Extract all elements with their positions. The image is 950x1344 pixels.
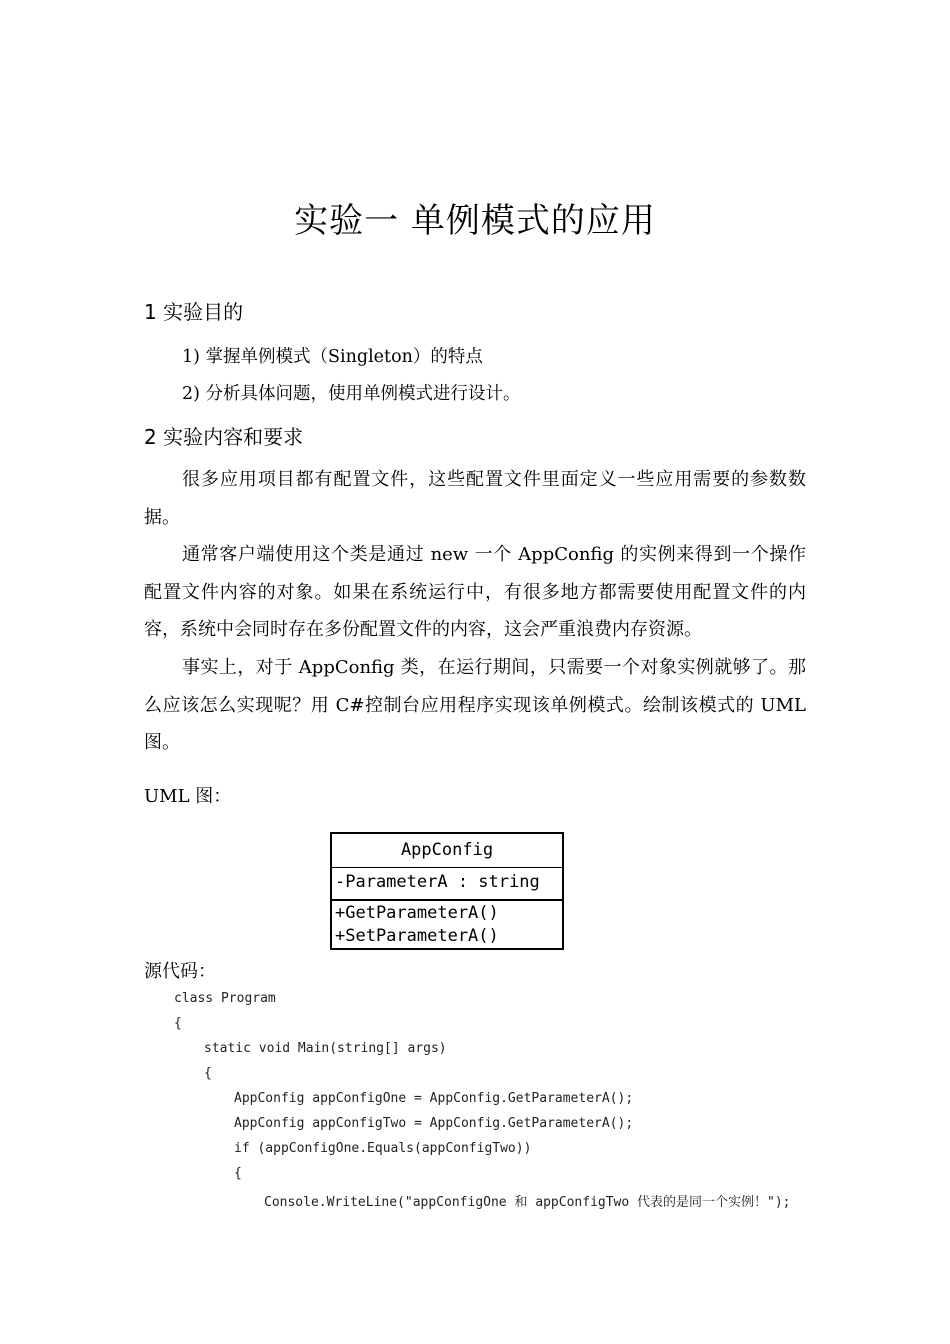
code-line: {: [174, 1016, 182, 1031]
uml-class-name: AppConfig: [332, 834, 562, 868]
uml-class-diagram: [330, 832, 564, 950]
code-line: class Program: [174, 991, 276, 1006]
uml-attributes: [332, 868, 562, 901]
code-line: if (appConfigOne.Equals(appConfigTwo)): [234, 1141, 532, 1156]
uml-attribute: -ParameterA : string: [335, 872, 540, 892]
code-line: {: [204, 1066, 212, 1081]
page-title: 实验一 单例模式的应用: [294, 201, 656, 241]
objective-item-2: 2) 分析具体问题，使用单例模式进行设计。: [182, 384, 521, 404]
paragraph-1: 很多应用项目都有配置文件，这些配置文件里面定义一些应用需要的参数数据。: [144, 469, 806, 528]
code-line: static void Main(string[] args): [204, 1041, 447, 1056]
code-line: AppConfig appConfigOne = AppConfig.GetParameterA();: [234, 1091, 634, 1106]
section2-heading: 2 实验内容和要求: [144, 425, 304, 449]
paragraph-3: 事实上，对于 AppConfig 类，在运行期间，只需要一个对象实例就够了。那么应该怎么实现呢？用 C#控制台应用程序实现该单例模式。绘制该模式的 UML 图。: [144, 657, 806, 753]
uml-operation: +GetParameterA(): [335, 903, 499, 923]
code-line: Console.WriteLine("appConfigOne 和 appConfigTwo 代表的是同一个实例！");: [264, 1195, 791, 1210]
code-label: 源代码：: [144, 961, 216, 982]
paragraph-2: 通常客户端使用这个类是通过 new 一个 AppConfig 的实例来得到一个操作配置文件内容的对象。如果在系统运行中，有很多地方都需要使用配置文件的内容，系统中会同时存在多份配置文件的内容，这会严重浪费内存资源。: [144, 544, 806, 640]
objective-item-1: 1) 掌握单例模式（Singleton）的特点: [182, 347, 483, 367]
section1-heading: 1 实验目的: [144, 300, 244, 324]
code-line: {: [234, 1166, 242, 1181]
uml-label: UML 图：: [144, 786, 232, 807]
uml-operations: [332, 901, 562, 948]
code-line: AppConfig appConfigTwo = AppConfig.GetParameterA();: [234, 1116, 634, 1131]
uml-operation: +SetParameterA(): [335, 926, 499, 946]
